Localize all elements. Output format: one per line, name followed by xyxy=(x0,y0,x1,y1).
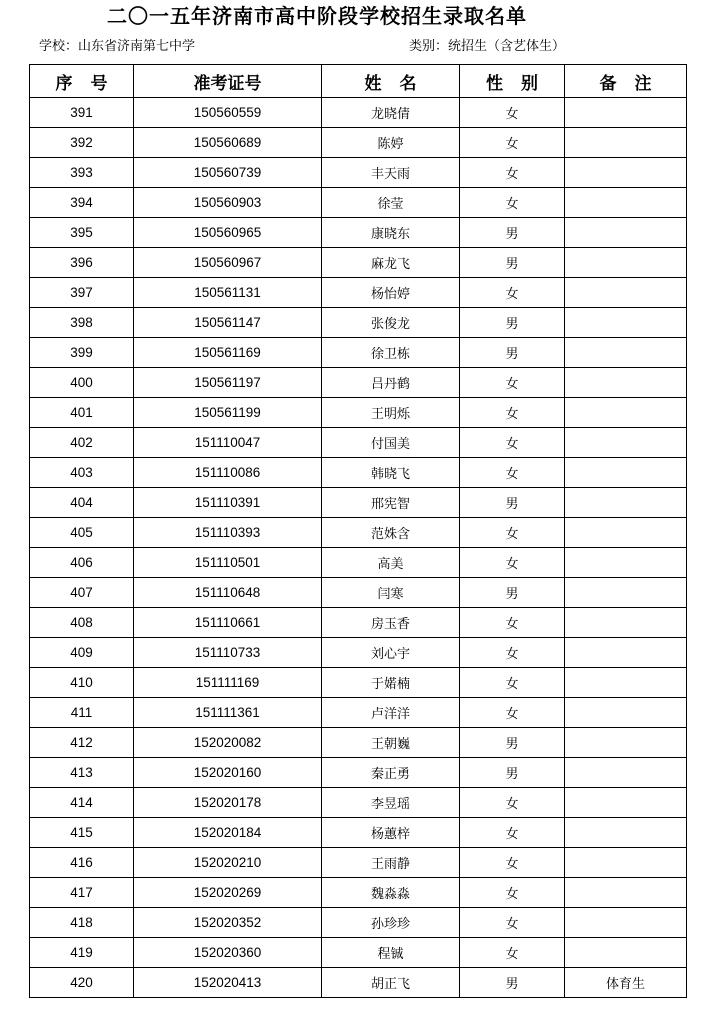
cell-exam-id: 150560689 xyxy=(134,128,322,158)
cell-name: 刘心宇 xyxy=(322,638,460,668)
cell-exam-id: 150560559 xyxy=(134,98,322,128)
cell-seq: 399 xyxy=(30,338,134,368)
cell-note xyxy=(565,458,687,488)
cell-exam-id: 150561199 xyxy=(134,398,322,428)
cell-exam-id: 151110393 xyxy=(134,518,322,548)
cell-exam-id: 152020210 xyxy=(134,848,322,878)
table-row xyxy=(30,128,687,158)
cell-exam-id: 150561147 xyxy=(134,308,322,338)
cell-note xyxy=(565,788,687,818)
cell-note xyxy=(565,578,687,608)
table-row xyxy=(30,158,687,188)
header-name: 姓名 xyxy=(322,65,460,98)
cell-name: 龙晓倩 xyxy=(322,98,460,128)
table-row xyxy=(30,668,687,698)
cell-gender: 女 xyxy=(460,128,565,158)
cell-exam-id: 152020160 xyxy=(134,758,322,788)
cell-name: 秦正勇 xyxy=(322,758,460,788)
cell-exam-id: 151110733 xyxy=(134,638,322,668)
cell-seq: 395 xyxy=(30,218,134,248)
cell-gender: 男 xyxy=(460,968,565,998)
cell-seq: 393 xyxy=(30,158,134,188)
cell-name: 胡正飞 xyxy=(322,968,460,998)
cell-note: 体育生 xyxy=(565,968,687,998)
table-row xyxy=(30,848,687,878)
table-row xyxy=(30,818,687,848)
cell-seq: 409 xyxy=(30,638,134,668)
cell-seq: 414 xyxy=(30,788,134,818)
cell-exam-id: 152020352 xyxy=(134,908,322,938)
table-row xyxy=(30,308,687,338)
cell-note xyxy=(565,938,687,968)
cell-name: 卢洋洋 xyxy=(322,698,460,728)
cell-seq: 404 xyxy=(30,488,134,518)
cell-gender: 女 xyxy=(460,818,565,848)
cell-exam-id: 150560739 xyxy=(134,158,322,188)
table-row xyxy=(30,968,687,998)
cell-exam-id: 151110661 xyxy=(134,608,322,638)
cell-name: 王雨静 xyxy=(322,848,460,878)
table-row xyxy=(30,218,687,248)
cell-seq: 400 xyxy=(30,368,134,398)
cell-note xyxy=(565,818,687,848)
cell-exam-id: 151111169 xyxy=(134,668,322,698)
cell-gender: 女 xyxy=(460,608,565,638)
cell-seq: 397 xyxy=(30,278,134,308)
admission-table xyxy=(29,64,687,998)
cell-exam-id: 151110391 xyxy=(134,488,322,518)
cell-seq: 413 xyxy=(30,758,134,788)
cell-seq: 412 xyxy=(30,728,134,758)
table-row xyxy=(30,638,687,668)
cell-gender: 女 xyxy=(460,878,565,908)
cell-exam-id: 152020413 xyxy=(134,968,322,998)
table-row xyxy=(30,938,687,968)
table-row xyxy=(30,518,687,548)
cell-seq: 391 xyxy=(30,98,134,128)
cell-name: 王明烁 xyxy=(322,398,460,428)
table-row xyxy=(30,248,687,278)
table-row xyxy=(30,578,687,608)
cell-name: 邢宪智 xyxy=(322,488,460,518)
cell-gender: 女 xyxy=(460,668,565,698)
cell-exam-id: 152020184 xyxy=(134,818,322,848)
cell-note xyxy=(565,548,687,578)
header-exam-id: 准考证号 xyxy=(134,65,322,98)
cell-note xyxy=(565,848,687,878)
cell-gender: 女 xyxy=(460,98,565,128)
header-seq: 序号 xyxy=(30,65,134,98)
table-row xyxy=(30,98,687,128)
cell-name: 陈婷 xyxy=(322,128,460,158)
cell-note xyxy=(565,728,687,758)
cell-seq: 407 xyxy=(30,578,134,608)
table-row xyxy=(30,908,687,938)
cell-note xyxy=(565,758,687,788)
cell-seq: 398 xyxy=(30,308,134,338)
cell-note xyxy=(565,668,687,698)
table-row xyxy=(30,188,687,218)
cell-name: 付国美 xyxy=(322,428,460,458)
cell-exam-id: 150560965 xyxy=(134,218,322,248)
cell-name: 王朝巍 xyxy=(322,728,460,758)
table-row xyxy=(30,338,687,368)
cell-gender: 女 xyxy=(460,908,565,938)
cell-note xyxy=(565,608,687,638)
table-row xyxy=(30,458,687,488)
cell-seq: 396 xyxy=(30,248,134,278)
cell-gender: 女 xyxy=(460,518,565,548)
table-row xyxy=(30,368,687,398)
cell-gender: 女 xyxy=(460,788,565,818)
cell-note xyxy=(565,488,687,518)
cell-exam-id: 152020178 xyxy=(134,788,322,818)
cell-exam-id: 150560967 xyxy=(134,248,322,278)
table-row xyxy=(30,698,687,728)
cell-seq: 416 xyxy=(30,848,134,878)
cell-note xyxy=(565,398,687,428)
cell-seq: 418 xyxy=(30,908,134,938)
table-row xyxy=(30,548,687,578)
cell-gender: 女 xyxy=(460,638,565,668)
cell-exam-id: 152020360 xyxy=(134,938,322,968)
cell-seq: 406 xyxy=(30,548,134,578)
cell-name: 丰天雨 xyxy=(322,158,460,188)
cell-exam-id: 151110501 xyxy=(134,548,322,578)
table-row xyxy=(30,398,687,428)
table-row xyxy=(30,758,687,788)
table-row xyxy=(30,608,687,638)
cell-gender: 女 xyxy=(460,188,565,218)
cell-note xyxy=(565,878,687,908)
cell-gender: 女 xyxy=(460,848,565,878)
cell-seq: 417 xyxy=(30,878,134,908)
cell-exam-id: 151111361 xyxy=(134,698,322,728)
cell-gender: 女 xyxy=(460,368,565,398)
cell-note xyxy=(565,638,687,668)
cell-gender: 女 xyxy=(460,458,565,488)
cell-name: 孙珍珍 xyxy=(322,908,460,938)
school-label: 学校：山东省济南第七中学 xyxy=(39,39,196,54)
cell-note xyxy=(565,518,687,548)
cell-seq: 411 xyxy=(30,698,134,728)
cell-exam-id: 152020269 xyxy=(134,878,322,908)
cell-note xyxy=(565,188,687,218)
cell-note xyxy=(565,248,687,278)
cell-gender: 男 xyxy=(460,308,565,338)
cell-name: 闫寒 xyxy=(322,578,460,608)
table-header-row xyxy=(30,65,687,98)
cell-seq: 419 xyxy=(30,938,134,968)
cell-gender: 男 xyxy=(460,218,565,248)
page-title: 二〇一五年济南市高中阶段学校招生录取名单 xyxy=(107,4,527,28)
header-gender: 性别 xyxy=(460,65,565,98)
cell-gender: 男 xyxy=(460,728,565,758)
cell-note xyxy=(565,368,687,398)
cell-note xyxy=(565,428,687,458)
cell-name: 魏淼淼 xyxy=(322,878,460,908)
cell-gender: 女 xyxy=(460,428,565,458)
cell-name: 高美 xyxy=(322,548,460,578)
cell-gender: 女 xyxy=(460,698,565,728)
cell-gender: 女 xyxy=(460,938,565,968)
cell-note xyxy=(565,308,687,338)
cell-exam-id: 150561169 xyxy=(134,338,322,368)
table-row xyxy=(30,278,687,308)
cell-seq: 405 xyxy=(30,518,134,548)
table-row xyxy=(30,878,687,908)
cell-name: 杨蕙梓 xyxy=(322,818,460,848)
cell-note xyxy=(565,698,687,728)
category-label: 类别：统招生（含艺体生） xyxy=(409,39,566,54)
cell-note xyxy=(565,158,687,188)
cell-seq: 394 xyxy=(30,188,134,218)
cell-name: 麻龙飞 xyxy=(322,248,460,278)
cell-gender: 男 xyxy=(460,758,565,788)
cell-seq: 415 xyxy=(30,818,134,848)
cell-note xyxy=(565,908,687,938)
cell-note xyxy=(565,128,687,158)
cell-seq: 401 xyxy=(30,398,134,428)
cell-gender: 男 xyxy=(460,338,565,368)
cell-name: 康晓东 xyxy=(322,218,460,248)
cell-exam-id: 150560903 xyxy=(134,188,322,218)
cell-note xyxy=(565,218,687,248)
cell-name: 徐卫栋 xyxy=(322,338,460,368)
cell-seq: 392 xyxy=(30,128,134,158)
cell-seq: 403 xyxy=(30,458,134,488)
cell-seq: 410 xyxy=(30,668,134,698)
cell-name: 李昱瑶 xyxy=(322,788,460,818)
cell-gender: 男 xyxy=(460,578,565,608)
cell-note xyxy=(565,338,687,368)
cell-gender: 女 xyxy=(460,158,565,188)
cell-name: 于婼楠 xyxy=(322,668,460,698)
cell-gender: 女 xyxy=(460,398,565,428)
table-row xyxy=(30,488,687,518)
cell-exam-id: 150561131 xyxy=(134,278,322,308)
cell-name: 范姝含 xyxy=(322,518,460,548)
cell-seq: 420 xyxy=(30,968,134,998)
cell-exam-id: 151110648 xyxy=(134,578,322,608)
table-row xyxy=(30,728,687,758)
header-note: 备注 xyxy=(565,65,687,98)
cell-name: 杨怡婷 xyxy=(322,278,460,308)
cell-gender: 男 xyxy=(460,488,565,518)
cell-gender: 女 xyxy=(460,548,565,578)
cell-gender: 女 xyxy=(460,278,565,308)
cell-name: 吕丹鹤 xyxy=(322,368,460,398)
cell-name: 韩晓飞 xyxy=(322,458,460,488)
table-row xyxy=(30,788,687,818)
cell-note xyxy=(565,278,687,308)
cell-seq: 408 xyxy=(30,608,134,638)
cell-name: 徐莹 xyxy=(322,188,460,218)
cell-exam-id: 152020082 xyxy=(134,728,322,758)
cell-name: 房玉香 xyxy=(322,608,460,638)
table-row xyxy=(30,428,687,458)
cell-note xyxy=(565,98,687,128)
cell-name: 张俊龙 xyxy=(322,308,460,338)
cell-exam-id: 151110086 xyxy=(134,458,322,488)
cell-exam-id: 150561197 xyxy=(134,368,322,398)
cell-name: 程铖 xyxy=(322,938,460,968)
cell-gender: 男 xyxy=(460,248,565,278)
cell-exam-id: 151110047 xyxy=(134,428,322,458)
cell-seq: 402 xyxy=(30,428,134,458)
